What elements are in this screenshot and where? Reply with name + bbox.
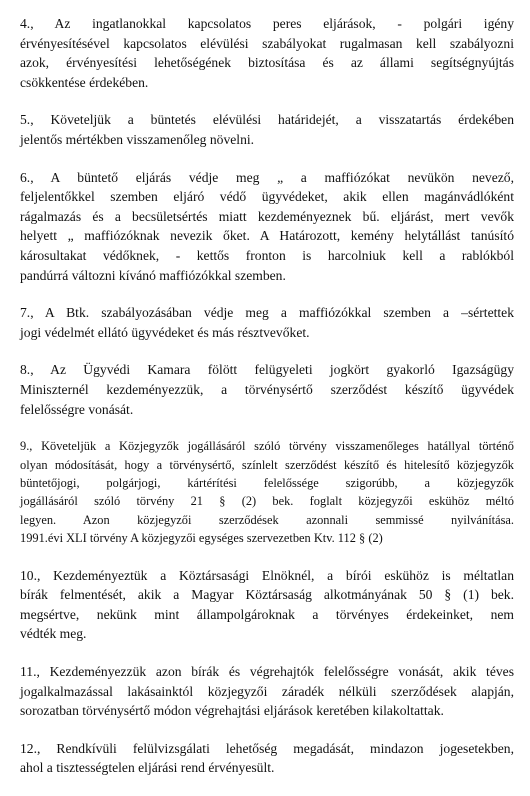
paragraph-line: azok, érvényesítési lehetőségének biztosítása és az állami segítségnyújtás (20, 55, 514, 71)
paragraph-line: 8., Az Ügyvédi Kamara fölött felügyeleti jogkört gyakorló Igazságügy (20, 362, 514, 378)
paragraph-line: károsultakat védőknek, - kettős fronton is harcolniuk kell a rablókból (20, 247, 514, 263)
paragraph-line: 12., Rendkívüli felülvizsgálati lehetőség megadását, mindazon jogesetekben, (20, 740, 514, 756)
paragraph-4 (20, 14, 514, 92)
paragraph-line: jogalkalmazással lakásainktól közjegyzői záradék nélküli szerződések alapján, (20, 683, 514, 699)
paragraph-line: 1991.évi XLI törvény A közjegyzői egységes szervezetben Ktv. 112 § (2) (20, 531, 383, 546)
paragraph-line: Miniszternél kezdeményezzük, a törvénysértő szerződést készítő ügyvédek (20, 381, 514, 397)
paragraph-line: 10., Kezdeményeztük a Köztársasági Elnöknél, a bírói eskühöz is méltatlan (20, 567, 514, 583)
paragraph-line: jogállásáról szóló törvény 21 § (2) bek. foglalt közjegyzői eskühöz méltó (20, 494, 514, 509)
paragraph-line: pandúrrá változni kívánó maffiózókkal szemben. (20, 267, 286, 283)
paragraph-line: jelentős mértékben visszamenőleg növelni. (20, 131, 255, 147)
paragraph-line: helyett „ maffiózóknak nevezik őket. A Határozott, kemény helytállást tanúsító (20, 228, 514, 244)
paragraph-5 (20, 110, 514, 149)
paragraph-9 (20, 437, 514, 547)
paragraph-line: ahol a tisztességtelen eljárási rend érvényesült. (20, 760, 275, 776)
paragraph-line: büntetőjogi, polgárjogi, kártérítési felelőssége szigorúbb, a közjegyzők (20, 475, 514, 490)
paragraph-line: védték meg. (20, 626, 87, 642)
paragraph-line: olyan módosítását, hogy a törvénysértő, színlelt szerződést készítő és hitelesítő közjegyzők (20, 457, 514, 472)
paragraph-line: 7., A Btk. szabályozásában védje meg a maffiózókkal szemben a –sértettek (20, 305, 514, 321)
paragraph-line: 11., Kezdeményezzük azon bírák és végrehajtók felelősségre vonását, akik téves (20, 663, 514, 679)
paragraph-11 (20, 662, 514, 721)
document-page (20, 14, 514, 796)
paragraph-line: megsértve, nekünk mint állampolgároknak a törvényes érdekeinket, nem (20, 606, 514, 622)
paragraph-line: 9., Követeljük a Közjegyzők jogállásáról szóló törvény visszamenőleges hatállyal történő (20, 439, 514, 454)
paragraph-10 (20, 566, 514, 644)
paragraph-12 (20, 739, 514, 778)
paragraph-line: bírák felmentését, akik a Magyar Köztársaság alkotmányának 50 § (1) bek. (20, 587, 514, 603)
paragraph-line: 5., Követeljük a büntetés elévülési határidejét, a visszatartás érdekében (20, 112, 514, 128)
paragraph-line: jogi védelmét ellátó ügyvédeket és más résztvevőket. (20, 324, 310, 340)
paragraph-line: csökkentése érdekében. (20, 74, 149, 90)
paragraph-6 (20, 168, 514, 286)
paragraph-line: érvényesítésével kapcsolatos elévülési szabályokat rugalmasan kell szabályozni (20, 35, 514, 51)
paragraph-line: 6., A büntető eljárás védje meg „ a maffiózókat nevükön nevező, (20, 169, 514, 185)
paragraph-line: legyen. Azon közjegyzői szerződések azonnali semmissé nyilvánítása. (20, 512, 514, 527)
paragraph-line: 4., Az ingatlanokkal kapcsolatos peres eljárások, - polgári igény (20, 16, 514, 31)
paragraph-line: felelősségre vonását. (20, 401, 134, 417)
paragraph-7 (20, 303, 514, 342)
paragraph-line: feljelentőkkel szemben eljáró védő ügyvédeket, akik ellen magánvádlóként (20, 189, 514, 205)
paragraph-8 (20, 360, 514, 419)
paragraph-line: sorozatban törvénysértő módon végrehajtási eljárások keretében kilakoltattak. (20, 703, 444, 719)
paragraph-line: rágalmazás és a becsületsértés miatt kezdeményeznek bű. eljárást, mert vevők (20, 208, 514, 224)
